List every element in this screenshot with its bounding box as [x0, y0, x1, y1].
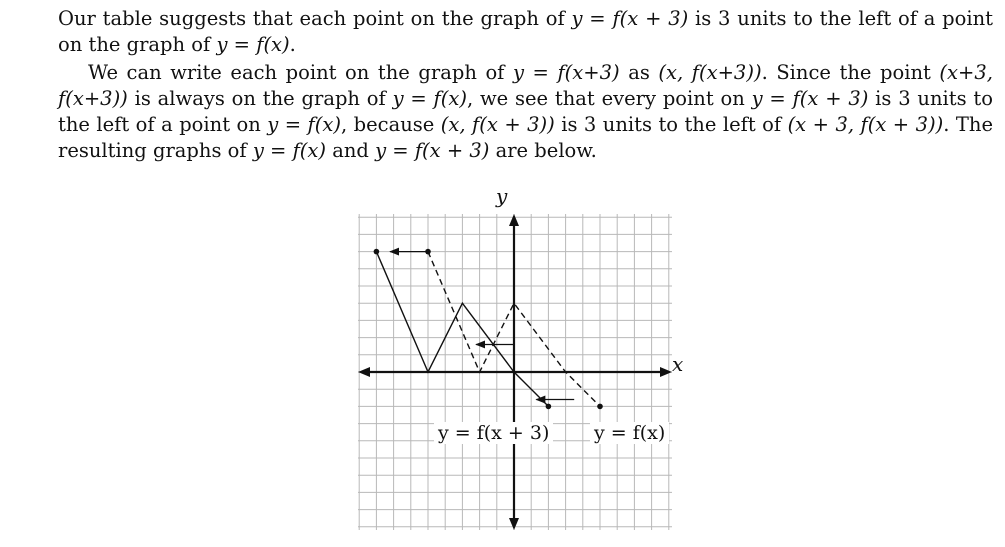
- p2-text-1: as: [619, 61, 659, 84]
- paragraph-1: [58, 6, 993, 58]
- p2-text-7: is 3 units to the left of: [554, 113, 788, 136]
- p2-text-9: and: [326, 139, 376, 162]
- p2-math-7: (x + 3, f(x + 3)): [787, 113, 944, 136]
- p2-text-2: . Since the point: [761, 61, 940, 84]
- series-endpoint: [546, 404, 552, 410]
- p1-text-0: Our table suggests that each point on the graph of: [58, 7, 572, 30]
- y-axis-arrow-up: [509, 214, 519, 226]
- p2-math-0: y = f(x+3): [512, 61, 620, 84]
- shift-arrows: [390, 252, 574, 400]
- p2-math-4: y = f(x + 3): [751, 87, 869, 110]
- p1-text-1: is 3 units to the left of a point on the graph of: [58, 7, 994, 56]
- y-axis-arrow-down: [509, 518, 519, 530]
- axes: [358, 214, 672, 530]
- graph-svg: [350, 190, 680, 540]
- p2-text-6: , because: [340, 113, 441, 136]
- p2-math-2: (x+3, f(x+3)): [58, 61, 993, 110]
- x-axis-arrow-left: [358, 367, 370, 377]
- graph-figure: [350, 184, 684, 540]
- p1-math-1: y = f(x): [216, 33, 290, 56]
- p2-math-9: y = f(x + 3): [375, 139, 490, 162]
- label-original-graph: y = f(x): [590, 422, 669, 444]
- p2-math-5: y = f(x): [267, 113, 341, 136]
- p2-text-3: is always on the graph of: [127, 87, 393, 110]
- p1-math-0: y = f(x + 3): [571, 7, 689, 30]
- p2-text-5: is 3 units to the left of a point on: [58, 87, 994, 136]
- p2-math-6: (x, f(x + 3)): [440, 113, 555, 136]
- paragraph-2: [58, 60, 993, 164]
- x-axis-arrow-right: [660, 367, 672, 377]
- p2-math-8: y = f(x): [252, 139, 326, 162]
- series-endpoint: [597, 404, 603, 410]
- p2-text-0: We can write each point on the graph of: [88, 61, 513, 84]
- p2-math-3: y = f(x): [392, 87, 467, 110]
- label-shifted-graph: y = f(x + 3): [434, 422, 553, 444]
- text-body: [58, 6, 993, 166]
- x-axis-label: x: [672, 352, 684, 376]
- p2-text-4: , we see that every point on: [466, 87, 752, 110]
- p1-text-2: .: [289, 33, 296, 56]
- p2-math-1: (x, f(x+3)): [658, 61, 762, 84]
- series-endpoint: [374, 249, 380, 255]
- series: [374, 249, 603, 409]
- p2-text-8: . The resulting graphs of: [58, 113, 993, 162]
- y-axis-label: y: [496, 184, 508, 208]
- p2-text-10: are below.: [489, 139, 597, 162]
